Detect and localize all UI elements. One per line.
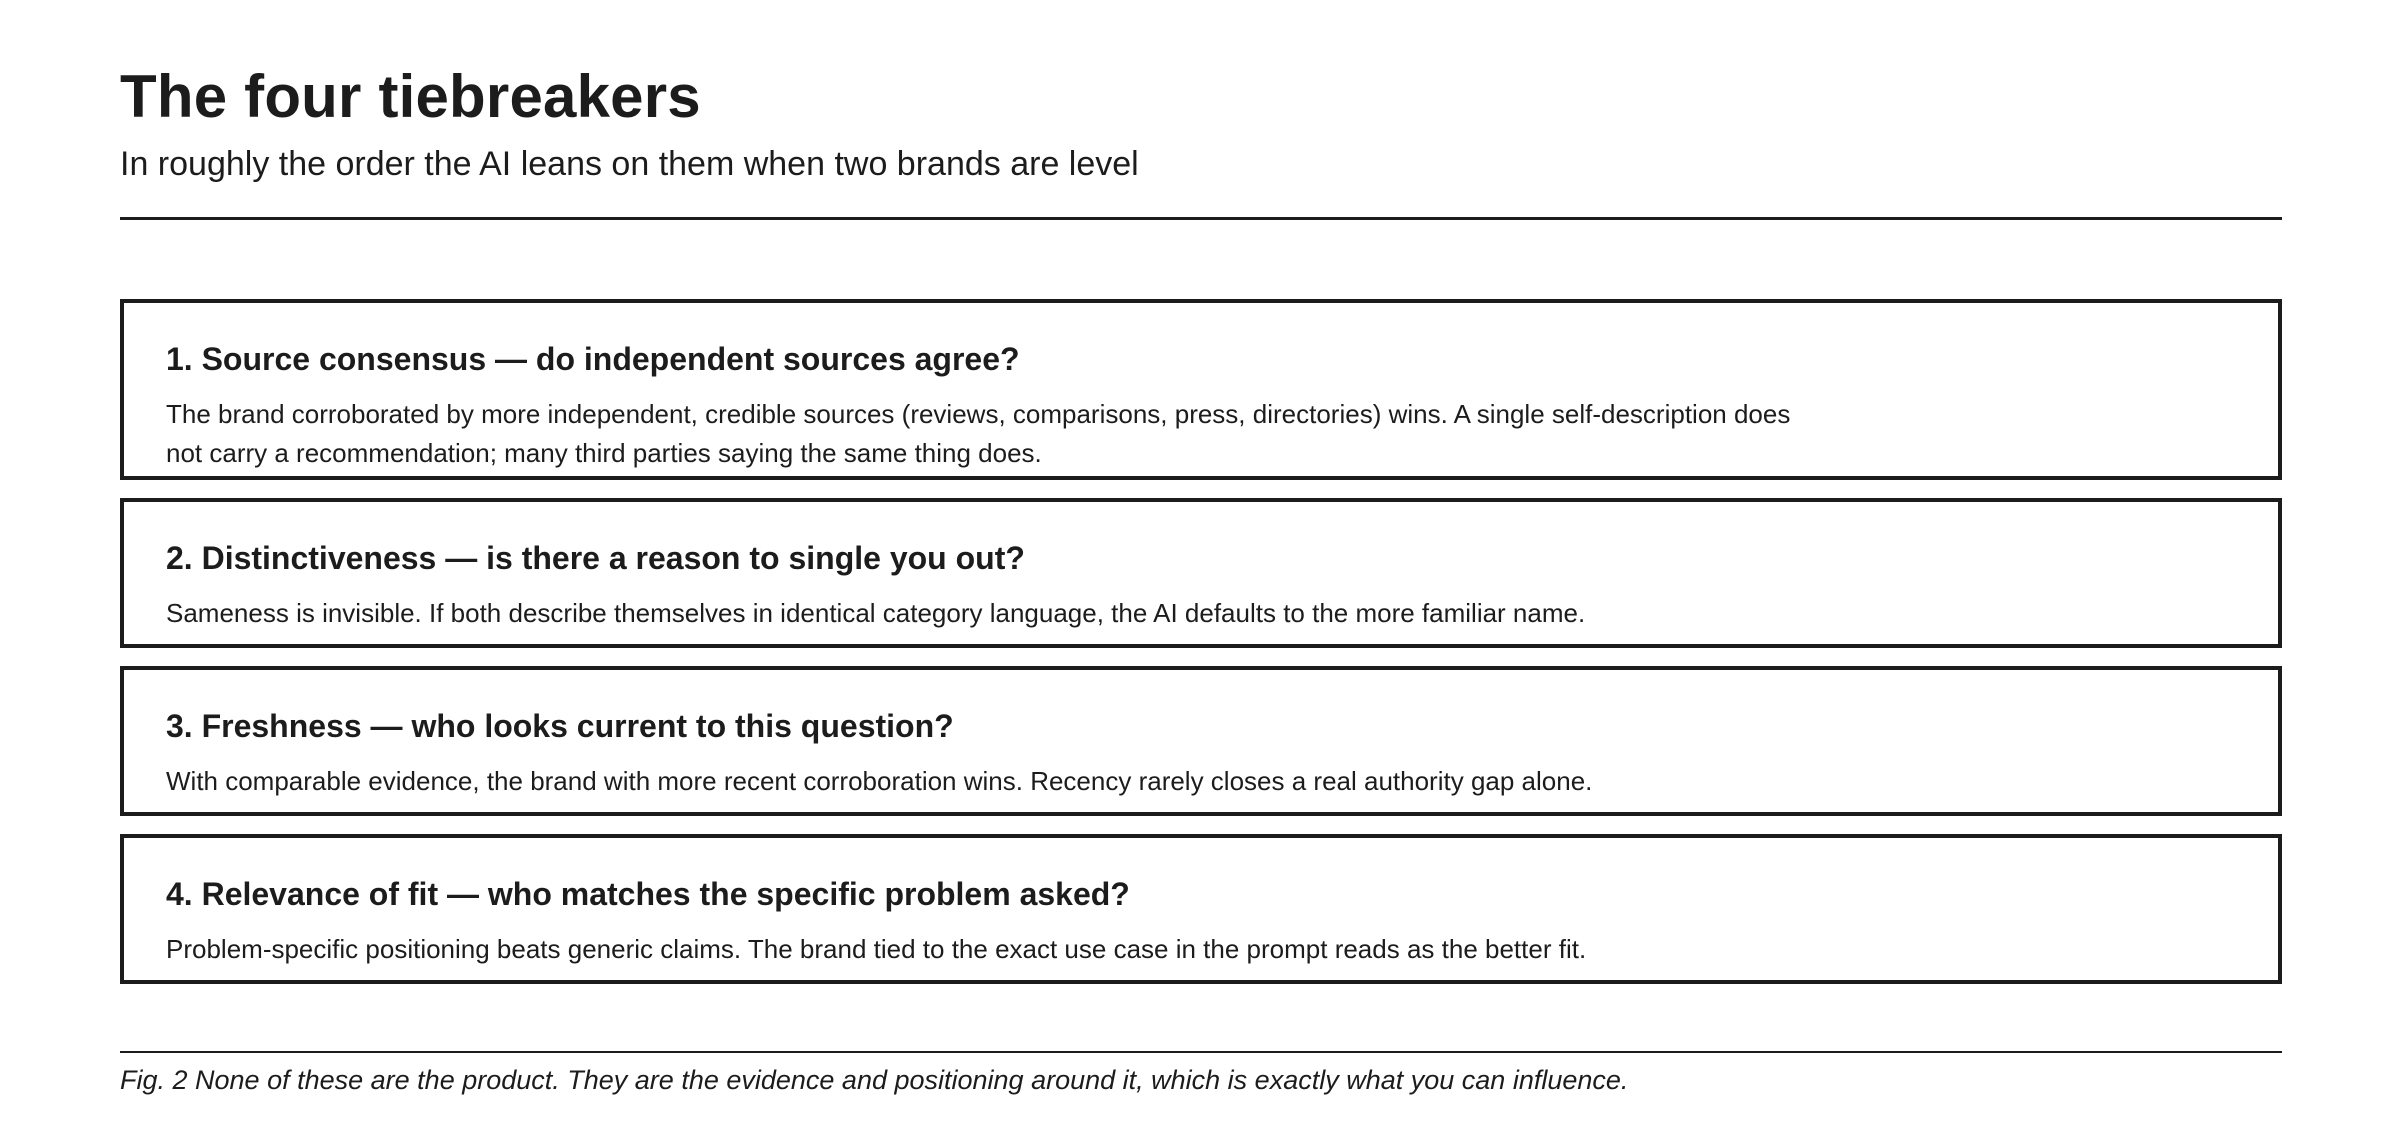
figure-caption: Fig. 2 None of these are the product. They are the evidence and positioning around it, which is exactly what you can influence.	[120, 1065, 1629, 1095]
page-subtitle: In roughly the order the AI leans on them when two brands are level	[120, 145, 1139, 183]
tiebreaker-card-distinctiveness	[120, 498, 2282, 648]
tiebreaker-card-relevance-of-fit	[120, 834, 2282, 984]
tiebreaker-description: Sameness is invisible. If both describe themselves in identical category language, the AI defaults to the more familiar name.	[166, 598, 1586, 628]
tiebreaker-title: 2. Distinctiveness — is there a reason to single you out?	[166, 540, 1025, 576]
tiebreaker-card-freshness	[120, 666, 2282, 816]
tiebreaker-description: Problem-specific positioning beats generic claims. The brand tied to the exact use case in the prompt reads as the better fit.	[166, 934, 1587, 964]
tiebreaker-description: The brand corroborated by more independent, credible sources (reviews, comparisons, press, directories) wins. A single self-description does not carry a recommendation; many third parties saying the same thing does.	[166, 399, 1791, 468]
tiebreaker-title: 4. Relevance of fit — who matches the specific problem asked?	[166, 876, 1130, 912]
tiebreaker-title: 1. Source consensus — do independent sources agree?	[166, 341, 1020, 377]
tiebreaker-title: 3. Freshness — who looks current to this question?	[166, 708, 954, 744]
caption-divider	[120, 1051, 2282, 1053]
tiebreaker-card-source-consensus	[120, 299, 2282, 480]
tiebreaker-list	[120, 299, 2282, 1002]
page-title: The four tiebreakers	[120, 63, 701, 130]
header-divider	[120, 217, 2282, 220]
header	[120, 58, 2282, 186]
tiebreaker-description: With comparable evidence, the brand with more recent corroboration wins. Recency rarely closes a real authority gap alone.	[166, 766, 1593, 796]
